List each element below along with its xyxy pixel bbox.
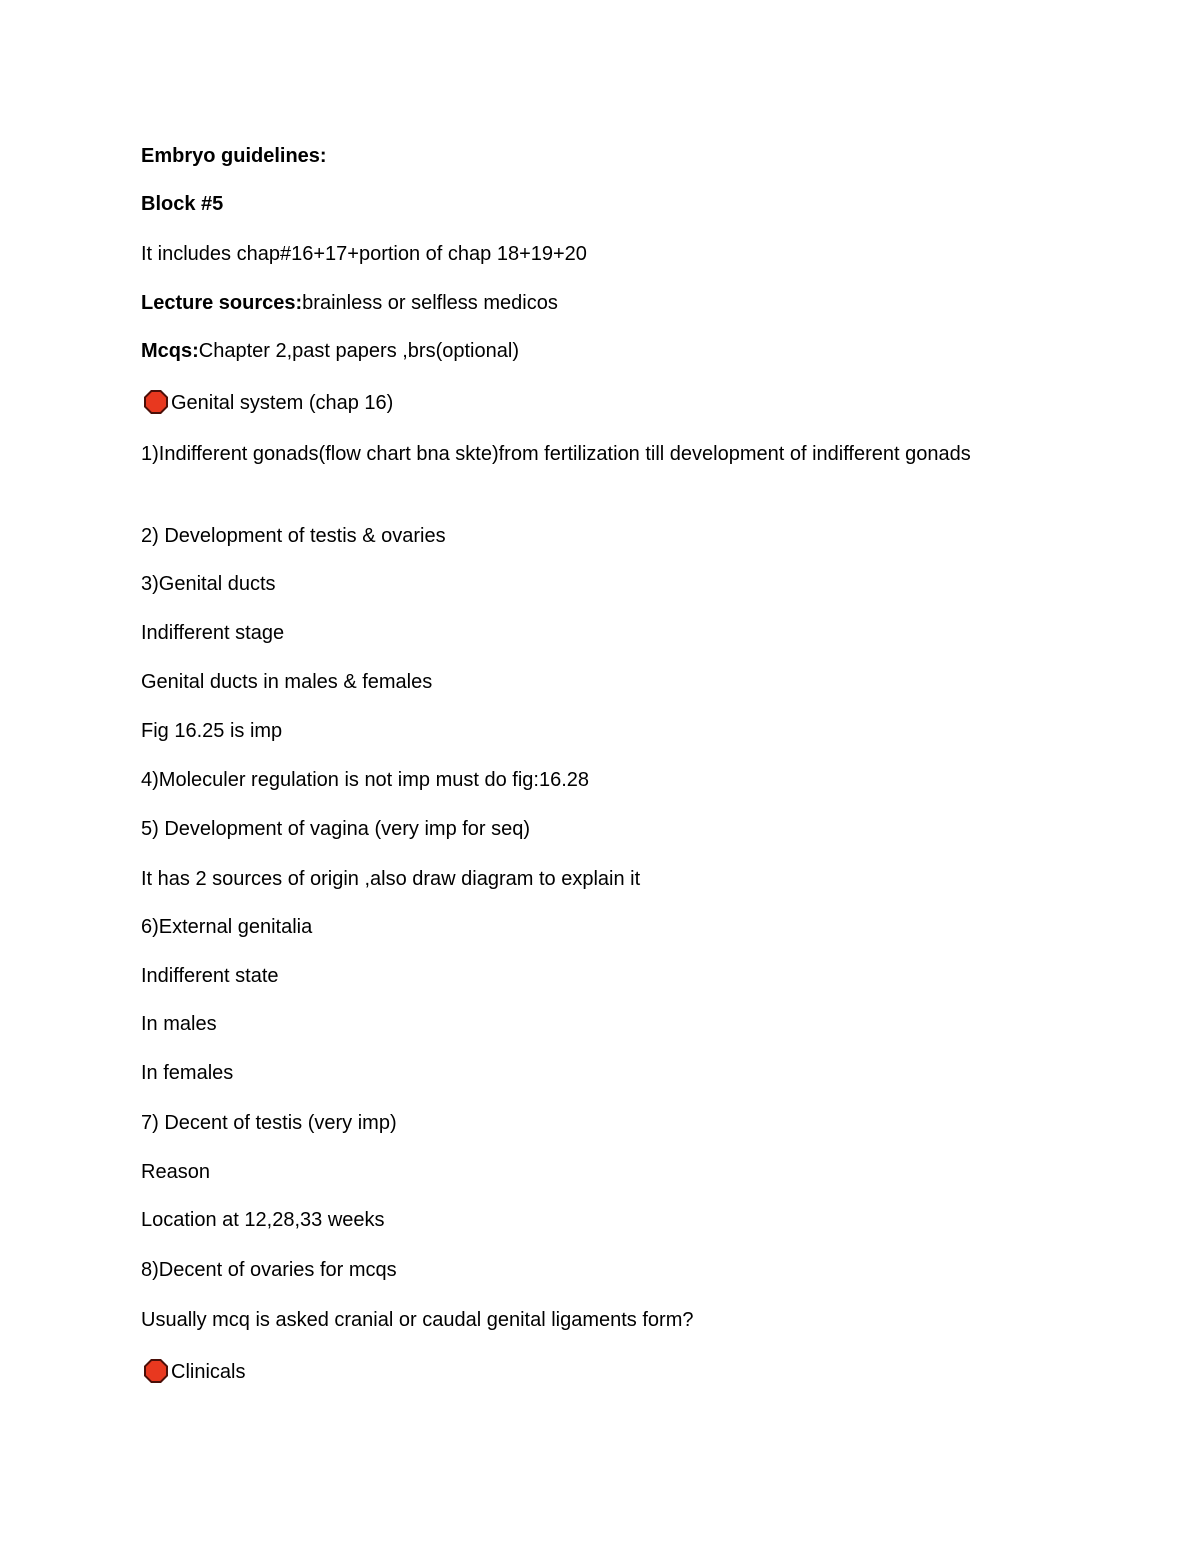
lecture-sources-value: brainless or selfless medicos bbox=[302, 292, 558, 314]
chapters-included: It includes chap#16+17+portion of chap 18+19+20 bbox=[141, 243, 587, 265]
list-item: 8)Decent of ovaries for mcqs bbox=[141, 1259, 397, 1281]
list-item: Usually mcq is asked cranial or caudal genital ligaments form? bbox=[141, 1309, 694, 1331]
stop-sign-icon bbox=[143, 389, 169, 415]
list-item: 2) Development of testis & ovaries bbox=[141, 525, 446, 547]
list-item: Indifferent state bbox=[141, 965, 279, 987]
list-item: 7) Decent of testis (very imp) bbox=[141, 1112, 397, 1134]
mcqs-sources bbox=[141, 335, 1041, 367]
section-heading-text: Clinicals bbox=[171, 1361, 246, 1383]
list-item: Fig 16.25 is imp bbox=[141, 720, 283, 742]
list-item: Genital ducts in males & females bbox=[141, 671, 433, 693]
list-item: In females bbox=[141, 1062, 234, 1084]
list-item: Indifferent stage bbox=[141, 622, 285, 644]
list-item: It has 2 sources of origin ,also draw diagram to explain it bbox=[141, 868, 641, 890]
mcqs-value: Chapter 2,past papers ,brs(optional) bbox=[198, 340, 519, 362]
block-number: Block #5 bbox=[141, 193, 224, 215]
mcqs-label: Mcqs: bbox=[141, 340, 199, 362]
section-heading-genital-system bbox=[141, 387, 1041, 419]
list-item: 1)Indifferent gonads(flow chart bna skte)from fertilization till development of indifferent gonads bbox=[141, 443, 971, 465]
list-item: 6)External genitalia bbox=[141, 916, 313, 938]
list-item: Reason bbox=[141, 1161, 210, 1183]
lecture-sources-label: Lecture sources: bbox=[141, 292, 303, 314]
list-item: 4)Moleculer regulation is not imp must do fig:16.28 bbox=[141, 769, 590, 791]
section-heading-text: Genital system (chap 16) bbox=[171, 392, 394, 414]
stop-sign-icon bbox=[143, 1358, 169, 1384]
list-item: 5) Development of vagina (very imp for seq) bbox=[141, 818, 531, 840]
document-title: Embryo guidelines: bbox=[141, 145, 327, 167]
list-item: In males bbox=[141, 1013, 217, 1035]
section-heading-clinicals bbox=[141, 1356, 1041, 1388]
list-item: 3)Genital ducts bbox=[141, 573, 276, 595]
list-item: Location at 12,28,33 weeks bbox=[141, 1209, 385, 1231]
lecture-sources bbox=[141, 287, 1041, 319]
